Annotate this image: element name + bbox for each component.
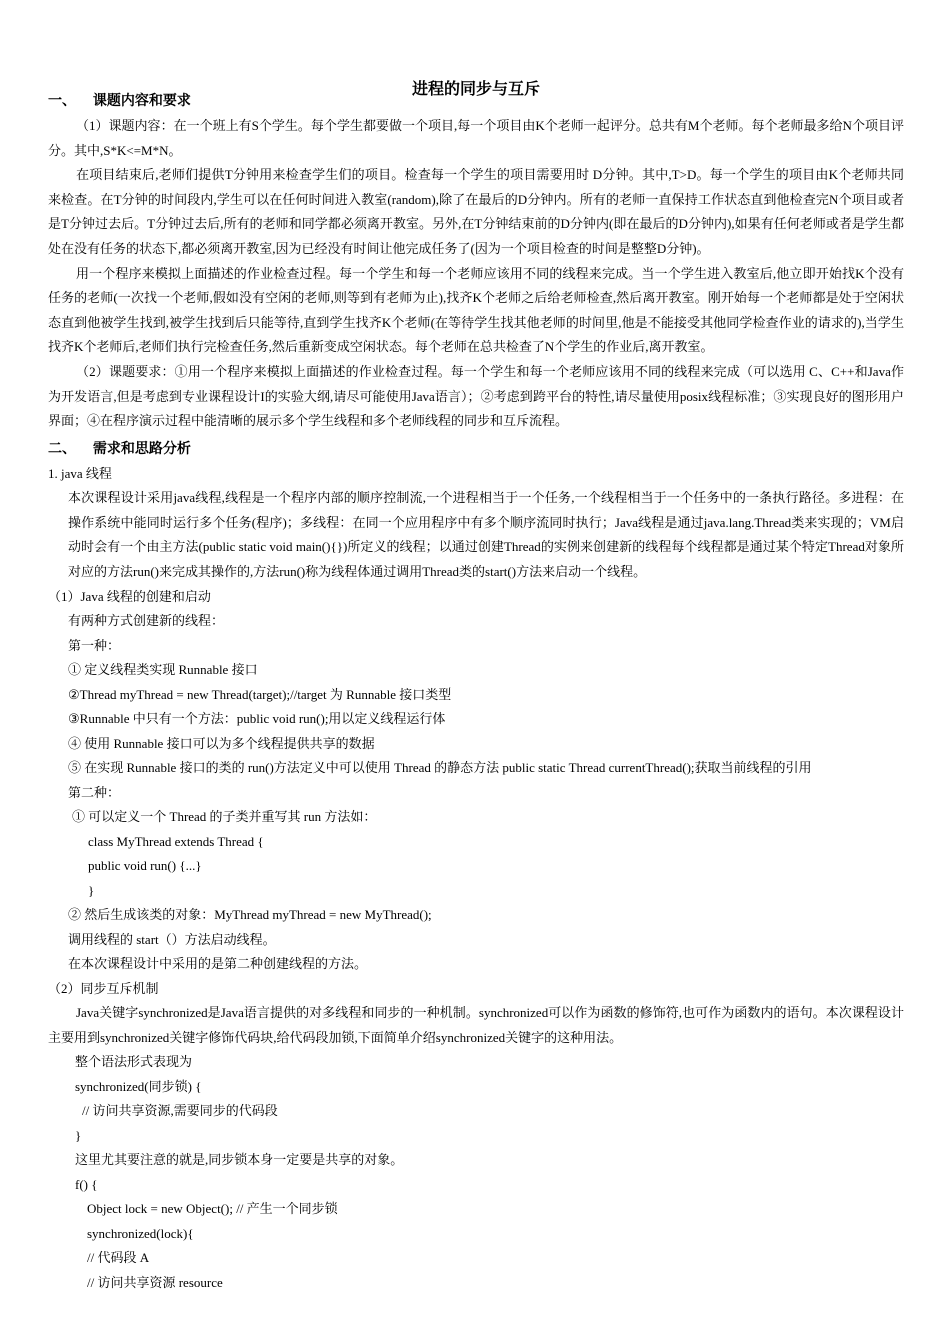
code-line: f() { [75, 1176, 98, 1192]
section2-title: 需求和思路分析 [92, 440, 191, 457]
code-line: public void run() {...} [88, 858, 202, 874]
section1-paragraph: 在项目结束后,老师们提供T分钟用来检查学生们的项目。检查每一个学生的项目需要用时 D分钟。其中,T>D。每一个学生的项目由K个老师共同来检查。在T分钟的时间段内,学生可以在任何时间进入教室(random),除了在最后的D分钟内。所有的老师一直保持工作状态直到他检查完N个项目或者是T分钟过去后。T分钟过去后,所有的老师和同学都必须离开教室。另外,在T分钟结束前的D分钟内(即在最后的D分钟内),如果有任何老师或者是学生都处在没有任务的状态下,都必须离开教室,因为已经没有时间让他完成任务了(因为一个项目检查的时间是整整D分钟)。 [48, 167, 904, 256]
list-item: 在本次课程设计中采用的是第二种创建线程的方法。 [68, 956, 368, 972]
code-line: class MyThread extends Thread { [88, 833, 264, 849]
section1-number: 一、 [48, 93, 76, 109]
list-item: ① 定义线程类实现 Runnable 接口 [68, 662, 258, 678]
code-line: 整个语法形式表现为 [75, 1054, 193, 1070]
code-line: } [88, 882, 95, 898]
list-item: ② 然后生成该类的对象：MyThread myThread = new MyThread(); [68, 907, 432, 923]
java-thread-title: 1. java 线程 [48, 465, 112, 481]
document-page [48, 70, 904, 1295]
subsection-2-title: （2）同步互斥机制 [48, 980, 159, 996]
list-item: 调用线程的 start（）方法启动线程。 [68, 931, 276, 947]
code-line: 这里尤其要注意的就是,同步锁本身一定要是共享的对象。 [75, 1152, 404, 1168]
code-line: } [75, 1127, 82, 1143]
section1-paragraph: （1）课题内容：在一个班上有S个学生。每个学生都要做一个项目,每一个项目由K个老师一起评分。总共有M个老师。每个老师最多给N个项目评分。其中,S*K<=M*N。 [48, 118, 904, 158]
list-item: ③Runnable 中只有一个方法：public void run();用以定义线程运行体 [68, 711, 446, 727]
subsection-1-title: （1）Java 线程的创建和启动 [48, 588, 211, 604]
code-line: synchronized(同步锁) { [75, 1078, 202, 1094]
list-item: 有两种方式创建新的线程： [68, 613, 225, 629]
code-line: // 访问共享资源 resource [87, 1274, 223, 1290]
java-thread-paragraph: 本次课程设计采用java线程,线程是一个程序内部的顺序控制流,一个进程相当于一个任务,一个线程相当于一个任务中的一条执行路径。多进程：在操作系统中能同时运行多个任务(程序)；多线程：在同一个应用程序中有多个顺序流同时执行；Java线程是通过java.lang.Thread类来实现的；VM启动时会有一个由主方法(public static void main(){})所定义的线程；以通过创建Thread的实例来创建新的线程每个线程都是通过某个特定Thread对象所对应的方法run()来完成其操作的,方法run()称为线程体通过调用Thread类的start()方法来启动一个线程。 [68, 490, 904, 579]
document-title: 进程的同步与互斥 [411, 79, 540, 98]
list-item: ① 可以定义一个 Thread 的子类并重写其 run 方法如： [72, 809, 377, 825]
code-line: // 访问共享资源,需要同步的代码段 [82, 1103, 278, 1119]
code-line: Object lock = new Object(); // 产生一个同步锁 [87, 1201, 338, 1217]
list-item: 第一种： [68, 637, 121, 653]
list-item: 第二种： [68, 784, 121, 800]
list-item: ④ 使用 Runnable 接口可以为多个线程提供共享的数据 [68, 735, 375, 751]
sync-paragraph: Java关键字synchronized是Java语言提供的对多线程和同步的一种机制。synchronized可以作为函数的修饰符,也可作为函数内的语句。本次课程设计主要用到synchronized关键字修饰代码块,给代码段加锁,下面简单介绍synchronized关键字的这种用法。 [48, 1005, 904, 1045]
section1-paragraph: （2）课题要求：①用一个程序来模拟上面描述的作业检查过程。每一个学生和每一个老师应该用不同的线程来完成（可以选用 C、C++和Java作为开发语言,但是考虑到专业课程设计I的实验大纲,请尽可能使用Java语言）；②考虑到跨平台的特性,请尽量使用posix线程标准；③实现良好的图形用户界面；④在程序演示过程中能清晰的展示多个学生线程和多个老师线程的同步和互斥流程。 [48, 363, 904, 429]
section1-paragraph: 用一个程序来模拟上面描述的作业检查过程。每一个学生和每一个老师应该用不同的线程来完成。当一个学生进入教室后,他立即开始找K个没有任务的老师(一次找一个老师,假如没有空闲的老师,则等到有老师为止),找齐K个老师之后给老师检查,然后离开教室。刚开始每一个老师都是处于空闲状态直到他被学生找到,被学生找到后只能等待,直到学生找齐K个老师(在等待学生找其他老师的时间里,他是不能接受其他同学检查作业的请求的),当学生找齐K个老师后,老师们执行完检查任务,然后重新变成空闲状态。每个老师在总共检查了N个学生的作业后,离开教室。 [48, 265, 904, 355]
section2-number: 二、 [48, 440, 76, 457]
code-line: // 代码段 A [87, 1250, 150, 1266]
list-item: ⑤ 在实现 Runnable 接口的类的 run()方法定义中可以使用 Thread 的静态方法 public static Thread currentThread();获取当前线程的引用 [68, 760, 812, 776]
section2-heading [48, 438, 904, 460]
code-line: synchronized(lock){ [87, 1225, 194, 1241]
list-item: ②Thread myThread = new Thread(target);//target 为 Runnable 接口类型 [68, 686, 452, 702]
section1-title: 课题内容和要求 [92, 93, 191, 109]
